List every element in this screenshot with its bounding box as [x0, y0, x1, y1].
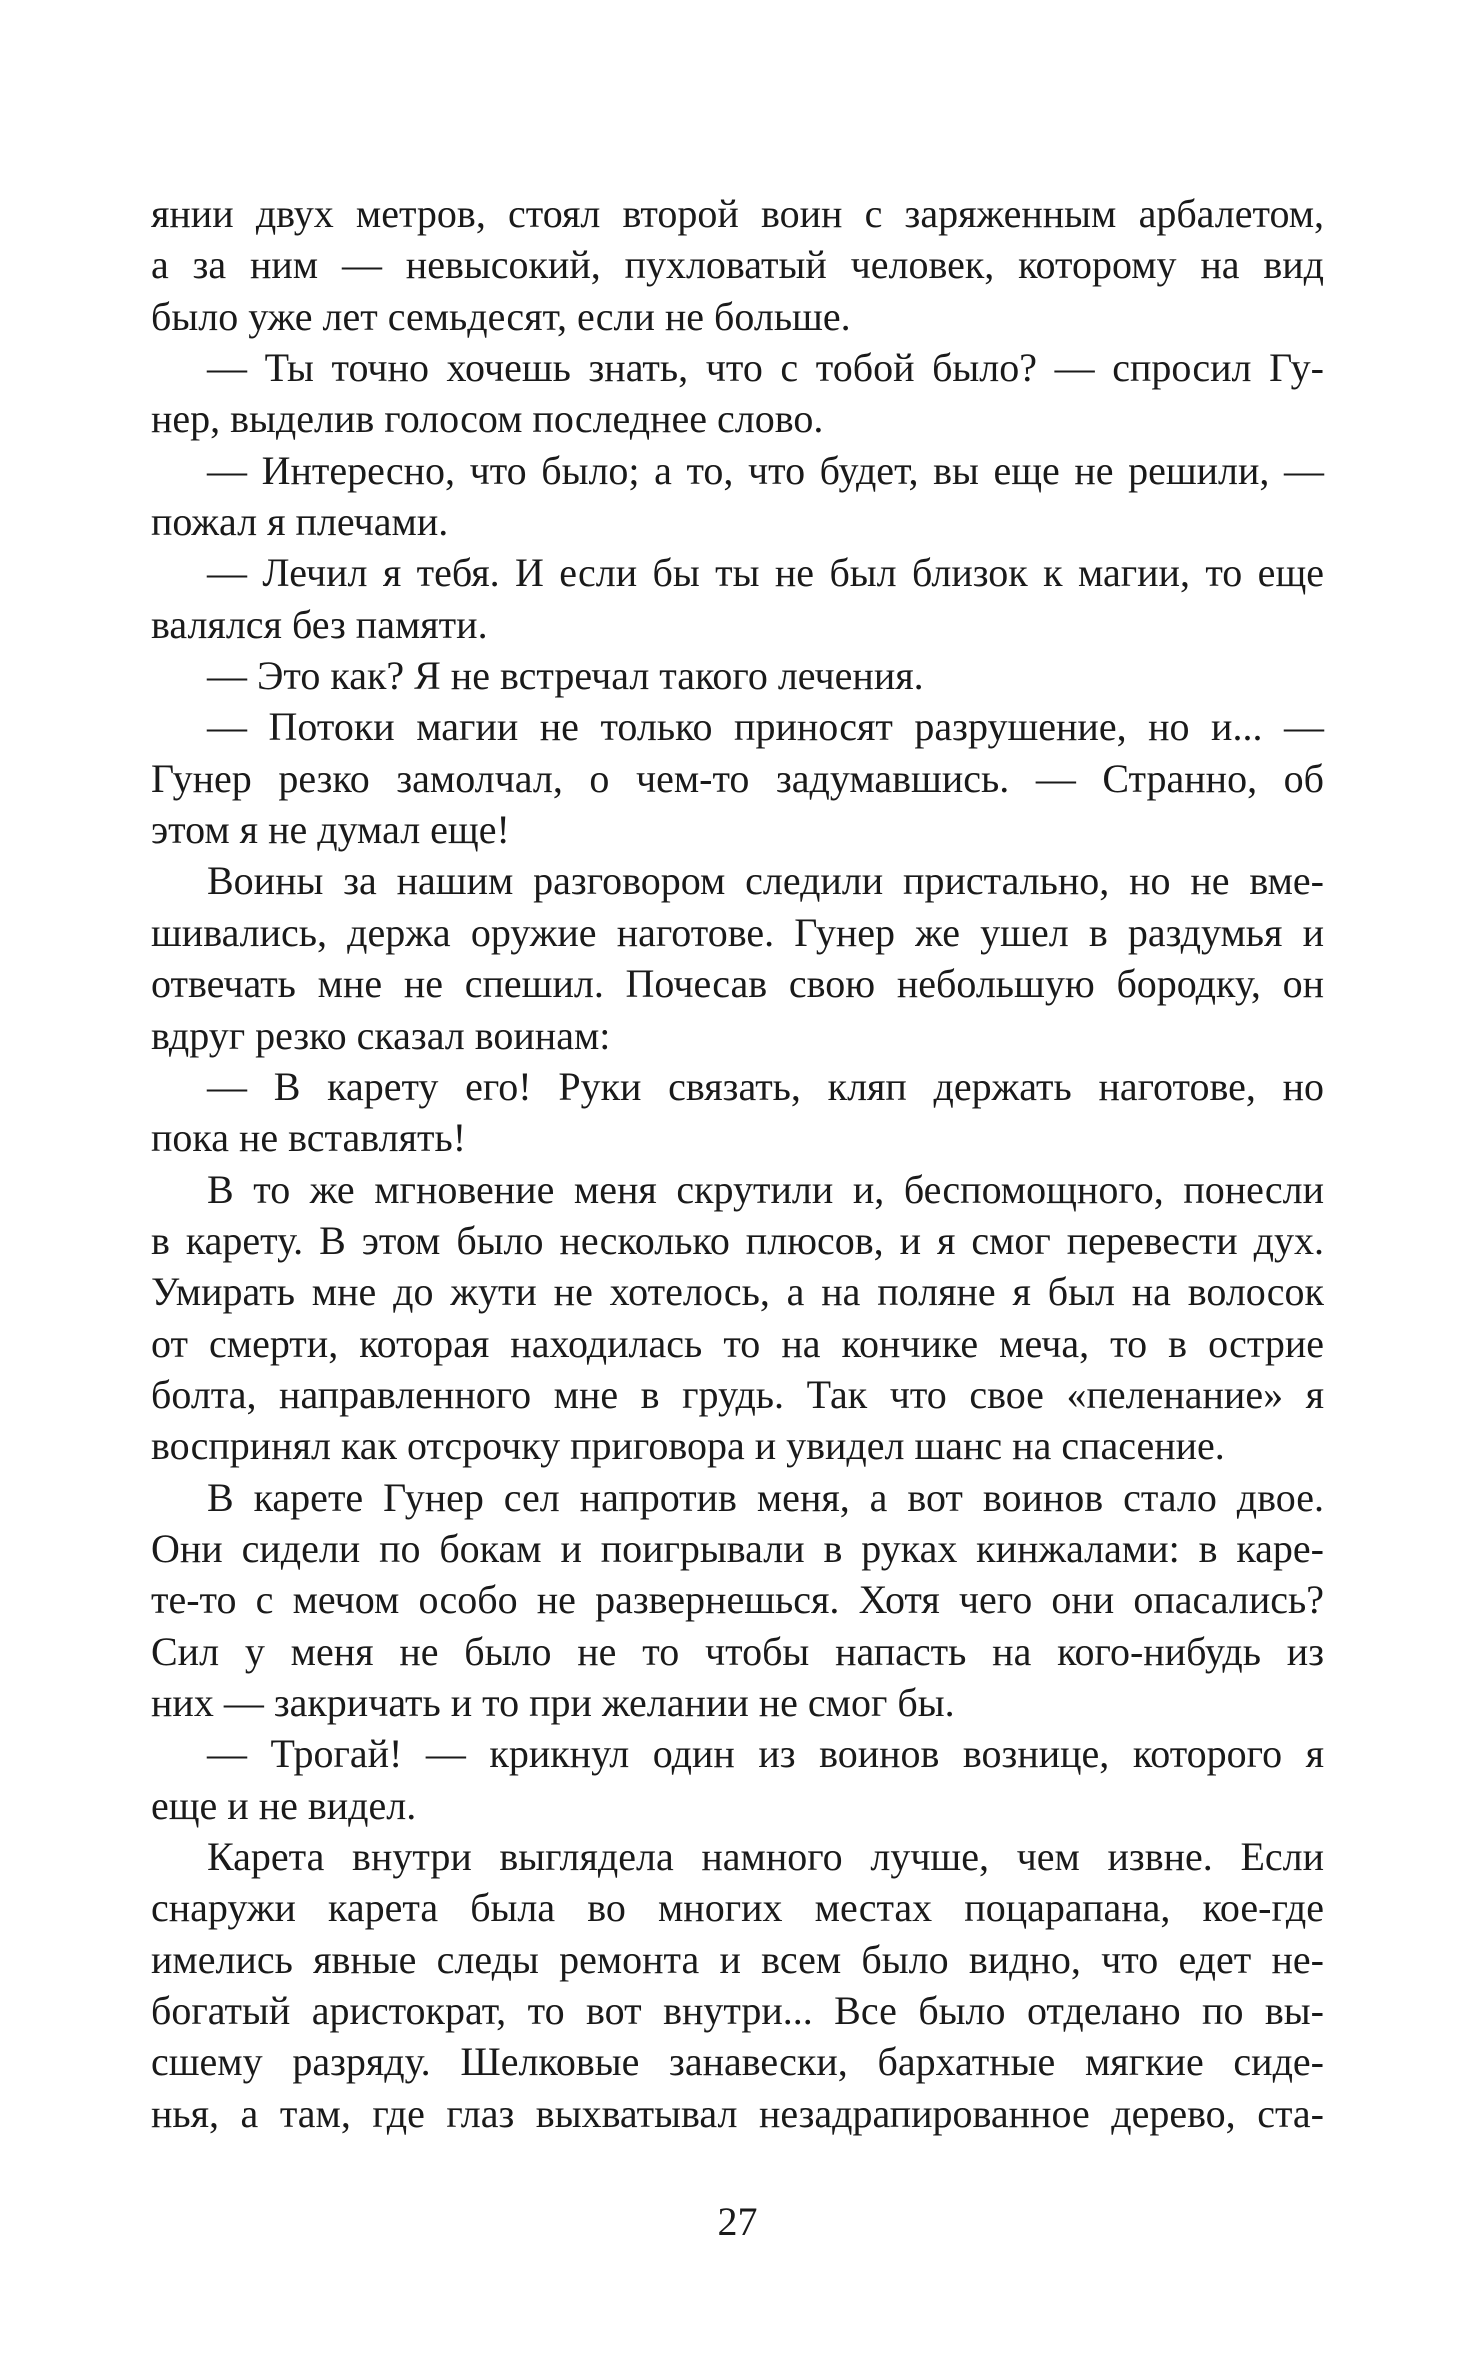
text-line: пожал я плечами.: [151, 499, 449, 545]
text-line: этом я не думал еще!: [151, 807, 510, 853]
text-line: — Это как? Я не встречал такого лечения.: [207, 653, 924, 699]
page-number: 27: [717, 2199, 758, 2244]
text-line: — Ты точно хочешь знать, что с тобой было? — спросил Гу-: [207, 345, 1324, 391]
text-line: В карете Гунер сел напротив меня, а вот воинов стало двое.: [207, 1474, 1324, 1520]
text-line: сшему разряду. Шелковые занавески, бархатные мягкие сиде-: [151, 2039, 1324, 2085]
text-line: Сил у меня не было не то чтобы напасть на кого-нибудь из: [151, 1628, 1324, 1674]
text-line: них — закричать и то при желании не смог бы.: [151, 1679, 955, 1725]
text-line: снаружи карета была во многих местах поцарапана, кое-где: [151, 1885, 1324, 1931]
text-line: шивались, держа оружие наготове. Гунер же ушел в раздумья и: [151, 909, 1324, 955]
text-line: — Трогай! — крикнул один из воинов вознице, которого я: [207, 1731, 1324, 1777]
text-line: Гунер резко замолчал, о чем-то задумавшись. — Странно, об: [151, 755, 1324, 801]
text-line: отвечать мне не спешил. Почесав свою небольшую бородку, он: [151, 961, 1324, 1007]
text-line: воспринял как отсрочку приговора и увидел шанс на спасение.: [151, 1423, 1225, 1469]
text-line: пока не вставлять!: [151, 1115, 467, 1161]
text-line: те-то с мечом особо не развернешься. Хотя чего они опасались?: [151, 1577, 1324, 1623]
text-line: в карету. В этом было несколько плюсов, и я смог перевести дух.: [151, 1217, 1324, 1263]
text-line: а за ним — невысокий, пухловатый человек, которому на вид: [151, 242, 1324, 288]
text-line: — Лечил я тебя. И если бы ты не был близок к магии, то еще: [207, 550, 1324, 596]
text-line: нер, выделив голосом последнее слово.: [151, 396, 824, 442]
text-line: от смерти, которая находилась то на кончике меча, то в острие: [151, 1320, 1324, 1366]
text-line: еще и не видел.: [151, 1782, 417, 1828]
text-line: — Потоки магии не только приносят разрушение, но и... —: [207, 704, 1324, 750]
text-line: валялся без памяти.: [151, 601, 488, 647]
text-line: Они сидели по бокам и поигрывали в руках кинжалами: в каре-: [151, 1525, 1324, 1571]
text-line: вдруг резко сказал воинам:: [151, 1012, 611, 1058]
body-text: [151, 188, 1324, 2139]
text-line: — Интересно, что было; а то, что будет, вы еще не решили, —: [207, 447, 1324, 493]
text-line: Умирать мне до жути не хотелось, а на поляне я был на волосок: [151, 1269, 1324, 1315]
text-line: богатый аристократ, то вот внутри... Все было отделано по вы-: [151, 1988, 1324, 2034]
text-line: Воины за нашим разговором следили пристально, но не вме-: [207, 858, 1324, 904]
text-line: Карета внутри выглядела намного лучше, чем извне. Если: [207, 1834, 1324, 1879]
text-line: — В карету его! Руки связать, кляп держать наготове, но: [207, 1063, 1324, 1109]
text-line: болта, направленного мне в грудь. Так что свое «пеленание» я: [151, 1371, 1324, 1417]
text-line: В то же мгновение меня скрутили и, беспомощного, понесли: [207, 1166, 1324, 1212]
text-line: имелись явные следы ремонта и всем было видно, что едет не-: [151, 1936, 1324, 1982]
text-line: нья, а там, где глаз выхватывал незадрапированное дерево, ста-: [151, 2090, 1324, 2136]
text-line: было уже лет семьдесят, если не больше.: [151, 293, 851, 339]
text-line: янии двух метров, стоял второй воин с заряженным арбалетом,: [151, 191, 1324, 236]
